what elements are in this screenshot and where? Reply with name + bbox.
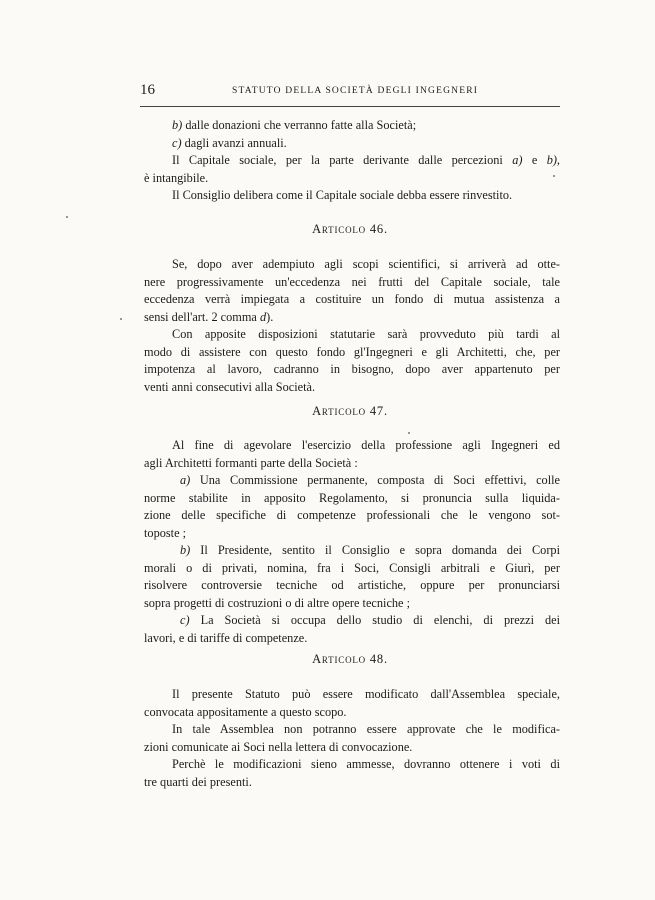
list-label: b) xyxy=(172,118,183,132)
header-rule xyxy=(140,106,560,107)
paragraph-line: tre quarti dei presenti. xyxy=(144,774,252,789)
article-heading-48: Articolo 48. xyxy=(312,652,388,666)
scan-speck xyxy=(120,318,122,320)
article-47-body xyxy=(144,437,560,647)
article-46-body xyxy=(144,256,560,396)
paragraph-line: sopra progetti di costruzioni o di altre opere tecniche ; xyxy=(144,595,410,610)
list-text: dagli avanzi annuali. xyxy=(184,135,287,150)
paragraph-line: Se, dopo aver adempiuto agli scopi scientifici, si arriverà ad otte- xyxy=(172,257,560,271)
paragraph-line: sensi dell'art. 2 comma d). xyxy=(144,309,274,324)
list-label: c) xyxy=(172,135,182,150)
paragraph-line: convocata appositamente a questo scopo. xyxy=(144,704,347,719)
paragraph-line: morali o di privati, nomina, fra i Soci, Consigli arbitrali e Giurì, per xyxy=(144,560,560,575)
article-heading-47: Articolo 47. xyxy=(312,404,388,418)
article-heading-46: Articolo 46. xyxy=(312,222,388,236)
paragraph-line: Il presente Statuto può essere modificato dall'Assemblea speciale, xyxy=(172,687,560,701)
running-title: STATUTO DELLA SOCIETÀ DEGLI INGEGNERI xyxy=(232,86,479,96)
list-label: c) xyxy=(180,613,190,627)
paragraph-line: zioni comunicate ai Soci nella lettera di convocazione. xyxy=(144,739,413,754)
list-item-c: c) La Società si occupa dello studio di elenchi, di prezzi dei xyxy=(180,613,561,627)
paragraph-line: toposte ; xyxy=(144,525,187,540)
page-header xyxy=(140,82,560,102)
paragraph-line: risolvere controversie tecniche od artistiche, oppure per pronunciarsi xyxy=(144,578,560,592)
paragraph-line: Perchè le modificazioni sieno ammesse, dovranno ottenere i voti di xyxy=(172,757,560,771)
scan-speck xyxy=(553,175,555,177)
paragraph-line: impotenza al lavoro, cadranno in bisogno, dopo aver appartenuto per xyxy=(144,362,560,376)
list-label: a) xyxy=(180,473,191,487)
paragraph-line: lavori, e di tariffe di competenze. xyxy=(144,630,308,645)
scan-speck xyxy=(408,432,410,434)
paragraph-line: Il Consiglio delibera come il Capitale sociale debba essere rinvestito. xyxy=(172,188,513,202)
list-item-b xyxy=(144,117,560,135)
intro-block xyxy=(144,117,560,205)
list-item-c xyxy=(144,135,560,153)
list-item-b: b) Il Presidente, sentito il Consiglio e sopra domanda dei Corpi xyxy=(180,543,560,557)
list-text: dalle donazioni che verranno fatte alla Società; xyxy=(185,118,417,132)
paragraph-line: venti anni consecutivi alla Società. xyxy=(144,379,316,394)
paragraph-line: zione delle specifiche di competenze professionali che le vengono sot- xyxy=(144,508,560,522)
paragraph-line: eccedenza verrà impiegata a costituire un fondo di mutua assistenza a xyxy=(144,292,560,306)
list-label: b) xyxy=(180,543,191,557)
paragraph-line: Al fine di agevolare l'esercizio della professione agli Ingegneri ed xyxy=(172,438,560,452)
article-48-body xyxy=(144,686,560,791)
paragraph-line: Con apposite disposizioni statutarie sarà provveduto più tardi al xyxy=(172,327,560,341)
paragraph-line: è intangibile. xyxy=(144,170,209,185)
paragraph-line: nere progressivamente un'eccedenza nei frutti del Capitale sociale, tale xyxy=(144,274,560,289)
paragraph-line: Il Capitale sociale, per la parte derivante dalle percezioni a) e b), xyxy=(172,153,561,167)
page-number: 16 xyxy=(140,82,155,98)
paragraph-line: norme stabilite in apposito Regolamento, si pronuncia sulla liquida- xyxy=(144,490,560,505)
scan-speck xyxy=(66,216,68,218)
list-item-a: a) Una Commissione permanente, composta di Soci effettivi, colle xyxy=(180,473,560,487)
paragraph-line: modo di assistere con questo fondo gl'Ingegneri e gli Architetti, che, per xyxy=(144,344,560,359)
paragraph-line: agli Architetti formanti parte della Società : xyxy=(144,455,358,470)
paragraph-line: In tale Assemblea non potranno essere approvate che le modifica- xyxy=(172,722,560,736)
